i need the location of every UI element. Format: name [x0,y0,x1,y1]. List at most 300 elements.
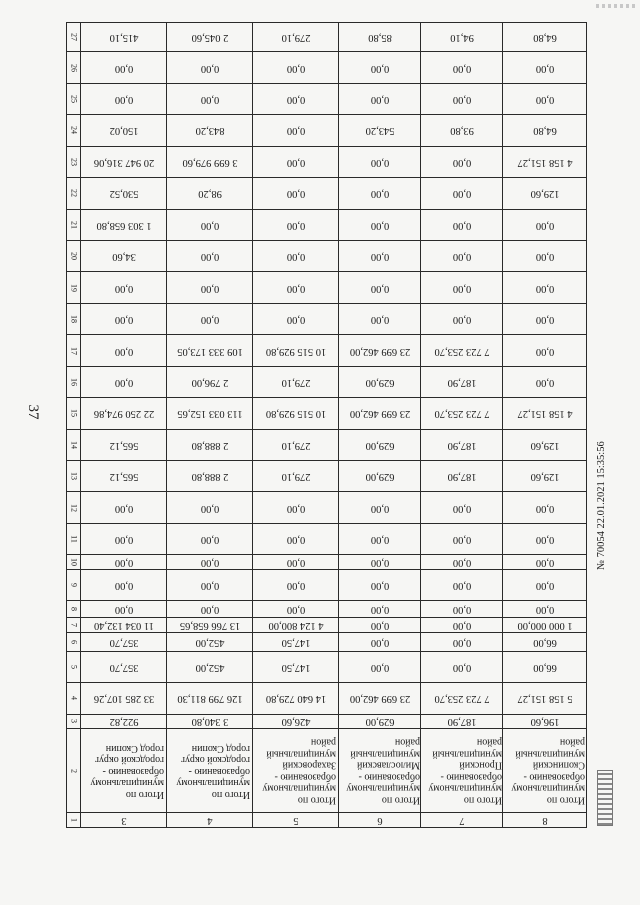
value-cell: 0,00 [286,580,305,592]
value-cell: 0,00 [200,282,219,294]
data-cell [167,429,253,460]
data-cell [339,461,421,492]
data-cell [253,729,339,813]
value-cell: 0,00 [114,534,133,546]
data-cell [503,570,587,601]
value-cell: 66,00 [532,661,557,673]
value-cell: 0,00 [452,534,471,546]
data-cell [167,492,253,523]
value-cell: 843,20 [195,125,224,137]
data-cell [503,209,587,240]
data-cell [167,240,253,271]
row-number: 5 [292,815,299,827]
data-cell [339,366,421,397]
table-row [67,398,587,429]
data-cell [503,632,587,651]
data-cell [81,272,167,303]
data-cell [81,523,167,554]
data-cell [253,83,339,114]
data-cell [421,714,503,729]
data-cell [421,570,503,601]
data-cell [253,52,339,83]
value-cell: 357,70 [109,636,138,648]
column-number-cell [67,429,81,460]
data-cell [421,83,503,114]
municipality-name: Итого по муниципальному образованию - Милославский муниципальный район [345,736,420,806]
value-cell: 0,00 [452,62,471,74]
value-cell: 10 515 929,80 [265,408,326,420]
data-cell [81,813,167,828]
data-cell [339,272,421,303]
data-cell [81,178,167,209]
data-cell [339,523,421,554]
data-cell [339,729,421,813]
table-row [67,461,587,492]
data-cell [421,555,503,570]
data-cell [339,683,421,714]
value-cell: 0,00 [286,604,305,616]
data-cell [253,555,339,570]
data-cell [503,303,587,334]
barcode-mark-icon [597,770,613,826]
value-cell: 0,00 [286,94,305,105]
data-cell [81,115,167,146]
data-cell [253,813,339,828]
value-cell: 0,00 [535,94,554,105]
municipality-name: Итого по муниципальному образованию - Пронский муниципальный район [427,736,502,806]
data-cell [81,714,167,729]
table-row [67,23,587,52]
row-number: 6 [376,815,383,827]
table-row [67,335,587,366]
table-row [67,178,587,209]
data-cell [167,335,253,366]
data-cell [339,601,421,618]
value-cell: 2 888,80 [191,439,228,451]
column-number-cell [67,714,81,729]
column-number: 8 [69,607,78,612]
table-row [67,601,587,618]
value-cell: 66,00 [532,636,557,648]
value-cell: 4 158 151,27 [516,156,573,168]
value-cell: 0,00 [452,661,471,673]
data-cell [339,83,421,114]
value-cell: 0,00 [535,534,554,546]
value-cell: 629,00 [365,471,394,483]
value-cell: 147,50 [281,661,310,673]
value-cell: 357,70 [109,661,138,673]
data-cell [253,146,339,177]
data-cell [339,115,421,146]
value-cell: 85,80 [367,32,392,44]
value-cell: 129,60 [530,188,559,200]
data-cell [421,366,503,397]
table-row [67,146,587,177]
value-cell: 0,00 [370,636,389,648]
column-number: 14 [69,440,78,449]
value-cell: 7 723 253,70 [433,408,490,420]
data-cell [421,209,503,240]
data-cell [167,714,253,729]
column-number: 11 [69,535,78,543]
data-cell [339,335,421,366]
data-cell [339,303,421,334]
column-number-cell [67,461,81,492]
value-cell: 20 947 316,06 [93,156,154,168]
value-cell: 147,50 [281,636,310,648]
data-cell [81,570,167,601]
data-cell [421,632,503,651]
table-row [67,813,587,828]
value-cell: 0,00 [370,580,389,592]
value-cell: 0,00 [370,557,389,569]
column-number-cell [67,492,81,523]
data-cell [167,729,253,813]
value-cell: 0,00 [286,282,305,294]
data-cell [421,651,503,682]
value-cell: 279,10 [281,439,310,451]
value-cell: 0,00 [286,534,305,546]
data-cell [421,240,503,271]
table-row [67,240,587,271]
value-cell: 0,00 [286,156,305,168]
value-cell: 0,00 [286,62,305,74]
column-number: 5 [69,664,78,669]
data-cell [81,146,167,177]
value-cell: 0,00 [370,62,389,74]
data-cell [339,240,421,271]
value-cell: 0,00 [286,219,305,231]
column-number-cell [67,601,81,618]
data-cell [503,683,587,714]
column-number-cell [67,272,81,303]
data-cell [253,335,339,366]
value-cell: 0,00 [200,94,219,105]
data-cell [167,146,253,177]
value-cell: 187,90 [447,376,476,388]
column-number: 7 [69,623,78,628]
municipality-name: Итого по муниципальному образованию - городской округ город Скопин [175,742,250,800]
data-cell [421,303,503,334]
data-cell [167,272,253,303]
data-cell [503,272,587,303]
value-cell: 629,00 [365,716,394,728]
value-cell: 0,00 [452,94,471,105]
data-cell [253,683,339,714]
value-cell: 426,60 [281,716,310,728]
column-number: 15 [69,409,78,418]
column-number-cell [67,146,81,177]
data-cell [339,651,421,682]
value-cell: 0,00 [114,345,133,357]
data-cell [167,683,253,714]
data-table [66,22,587,828]
value-cell: 4 158 151,27 [516,408,573,420]
value-cell: 7 723 253,70 [433,693,490,705]
value-cell: 34,60 [111,251,136,263]
column-number: 27 [69,33,78,42]
data-cell [253,651,339,682]
data-cell [167,366,253,397]
value-cell: 0,00 [200,314,219,326]
table-row [67,209,587,240]
data-cell [503,651,587,682]
data-cell [421,683,503,714]
data-cell [253,461,339,492]
value-cell: 0,00 [286,557,305,569]
value-cell: 150,02 [109,125,138,137]
table-row [67,555,587,570]
value-cell: 1 000 000,00 [516,620,573,632]
column-number-cell [67,729,81,813]
data-cell [167,523,253,554]
data-cell [503,83,587,114]
value-cell: 126 799 811,30 [176,693,243,705]
value-cell: 13 766 658,65 [179,620,240,632]
value-cell: 0,00 [286,314,305,326]
value-cell: 0,00 [200,557,219,569]
value-cell: 0,00 [114,282,133,294]
value-cell: 0,00 [452,282,471,294]
value-cell: 0,00 [114,94,133,105]
data-cell [503,23,587,52]
value-cell: 64,80 [532,125,557,137]
data-cell [167,52,253,83]
data-cell [503,398,587,429]
value-cell: 33 285 107,26 [93,693,154,705]
data-cell [167,632,253,651]
table-row [67,303,587,334]
value-cell: 10 515 929,80 [265,345,326,357]
value-cell: 4 124 800,00 [267,620,324,632]
value-cell: 3 699 979,60 [181,156,238,168]
data-cell [167,209,253,240]
column-number-cell [67,366,81,397]
data-cell [339,52,421,83]
table-row [67,683,587,714]
data-cell [167,23,253,52]
column-number-cell [67,523,81,554]
value-cell: 0,00 [200,580,219,592]
column-number: 22 [69,189,78,198]
data-cell [167,178,253,209]
table-row [67,272,587,303]
data-cell [253,240,339,271]
data-cell [253,601,339,618]
data-cell [503,555,587,570]
data-cell [253,570,339,601]
data-cell [167,398,253,429]
table-row [67,570,587,601]
value-cell: 23 699 462,00 [349,693,410,705]
value-cell: 98,20 [197,188,222,200]
value-cell: 0,00 [535,345,554,357]
value-cell: 0,00 [452,156,471,168]
value-cell: 0,00 [370,94,389,105]
column-number-cell [67,632,81,651]
data-cell [253,23,339,52]
value-cell: 7 723 253,70 [433,345,490,357]
value-cell: 0,00 [370,156,389,168]
value-cell: 0,00 [535,376,554,388]
table-row [67,523,587,554]
data-cell [339,429,421,460]
value-cell: 0,00 [535,580,554,592]
data-cell [81,461,167,492]
data-cell [339,618,421,633]
data-cell [421,115,503,146]
value-cell: 0,00 [535,502,554,514]
data-cell [167,570,253,601]
column-number: 21 [69,220,78,229]
value-cell: 113 033 152,65 [176,408,243,420]
data-cell [81,492,167,523]
data-cell [81,618,167,633]
column-number: 10 [69,558,78,567]
column-number-cell [67,209,81,240]
value-cell: 109 333 173,05 [176,345,243,357]
value-cell: 0,00 [114,314,133,326]
value-cell: 922,82 [109,716,138,728]
data-cell [421,813,503,828]
column-number-cell [67,23,81,52]
column-number: 4 [69,696,78,701]
data-cell [421,335,503,366]
value-cell: 452,00 [195,636,224,648]
data-cell [81,240,167,271]
value-cell: 629,00 [365,376,394,388]
value-cell: 0,00 [370,188,389,200]
data-cell [421,461,503,492]
value-cell: 187,90 [447,439,476,451]
value-cell: 0,00 [114,604,133,616]
column-number-cell [67,115,81,146]
table-row [67,115,587,146]
value-cell: 530,52 [109,188,138,200]
column-number-cell [67,83,81,114]
data-cell [503,618,587,633]
column-number: 18 [69,315,78,324]
data-cell [503,461,587,492]
data-cell [339,492,421,523]
data-cell [167,461,253,492]
data-cell [167,601,253,618]
data-cell [339,23,421,52]
column-number-cell [67,618,81,633]
data-cell [503,335,587,366]
value-cell: 0,00 [370,219,389,231]
data-cell [421,52,503,83]
value-cell: 452,00 [195,661,224,673]
data-cell [339,178,421,209]
data-cell [81,729,167,813]
value-cell: 565,12 [109,471,138,483]
data-cell [503,429,587,460]
column-number: 24 [69,126,78,135]
data-cell [81,303,167,334]
value-cell: 3 340,80 [191,716,228,728]
data-cell [253,492,339,523]
data-cell [503,146,587,177]
column-number-cell [67,303,81,334]
value-cell: 187,90 [447,471,476,483]
value-cell: 0,00 [535,219,554,231]
value-cell: 23 699 462,00 [349,345,410,357]
value-cell: 2 888,80 [191,471,228,483]
municipality-name: Итого по муниципальному образованию - Захаровский муниципальный район [261,736,336,806]
value-cell: 14 640 729,80 [265,693,326,705]
column-number: 6 [69,639,78,644]
data-cell [253,398,339,429]
table-row [67,714,587,729]
table-row [67,618,587,633]
value-cell: 0,00 [370,620,389,632]
data-cell [167,618,253,633]
value-cell: 2 796,00 [191,376,228,388]
value-cell: 415,10 [109,32,138,44]
data-cell [81,398,167,429]
data-cell [253,366,339,397]
data-cell [339,398,421,429]
data-cell [167,303,253,334]
value-cell: 0,00 [452,604,471,616]
data-cell [421,23,503,52]
column-number: 3 [69,719,78,724]
column-number-cell [67,570,81,601]
value-cell: 0,00 [114,580,133,592]
table-row [67,83,587,114]
value-cell: 0,00 [452,636,471,648]
data-cell [253,115,339,146]
data-cell [421,178,503,209]
value-cell: 0,00 [370,534,389,546]
data-cell [81,23,167,52]
column-number: 13 [69,472,78,481]
data-cell [421,618,503,633]
value-cell: 0,00 [370,251,389,263]
row-number: 3 [120,815,127,827]
value-cell: 22 250 974,86 [93,408,154,420]
data-cell [421,601,503,618]
column-number: 19 [69,283,78,292]
municipality-name: Итого по муниципальному образованию - городской округ город Скопин [89,742,164,800]
data-cell [421,398,503,429]
data-cell [81,601,167,618]
data-cell [421,492,503,523]
value-cell: 0,00 [452,580,471,592]
value-cell: 543,20 [365,125,394,137]
value-cell: 129,60 [530,471,559,483]
scan-edge-noise [596,4,636,8]
value-cell: 0,00 [286,188,305,200]
row-number: 4 [206,815,213,827]
data-cell [81,429,167,460]
value-cell: 0,00 [452,502,471,514]
value-cell: 0,00 [200,534,219,546]
value-cell: 5 158 151,27 [516,693,573,705]
data-cell [503,52,587,83]
data-cell [503,366,587,397]
data-cell [253,632,339,651]
value-cell: 129,60 [530,439,559,451]
value-cell: 0,00 [114,557,133,569]
table-row [67,632,587,651]
table-row [67,729,587,813]
value-cell: 0,00 [286,251,305,263]
column-number: 9 [69,583,78,588]
value-cell: 94,10 [449,32,474,44]
value-cell: 0,00 [200,604,219,616]
